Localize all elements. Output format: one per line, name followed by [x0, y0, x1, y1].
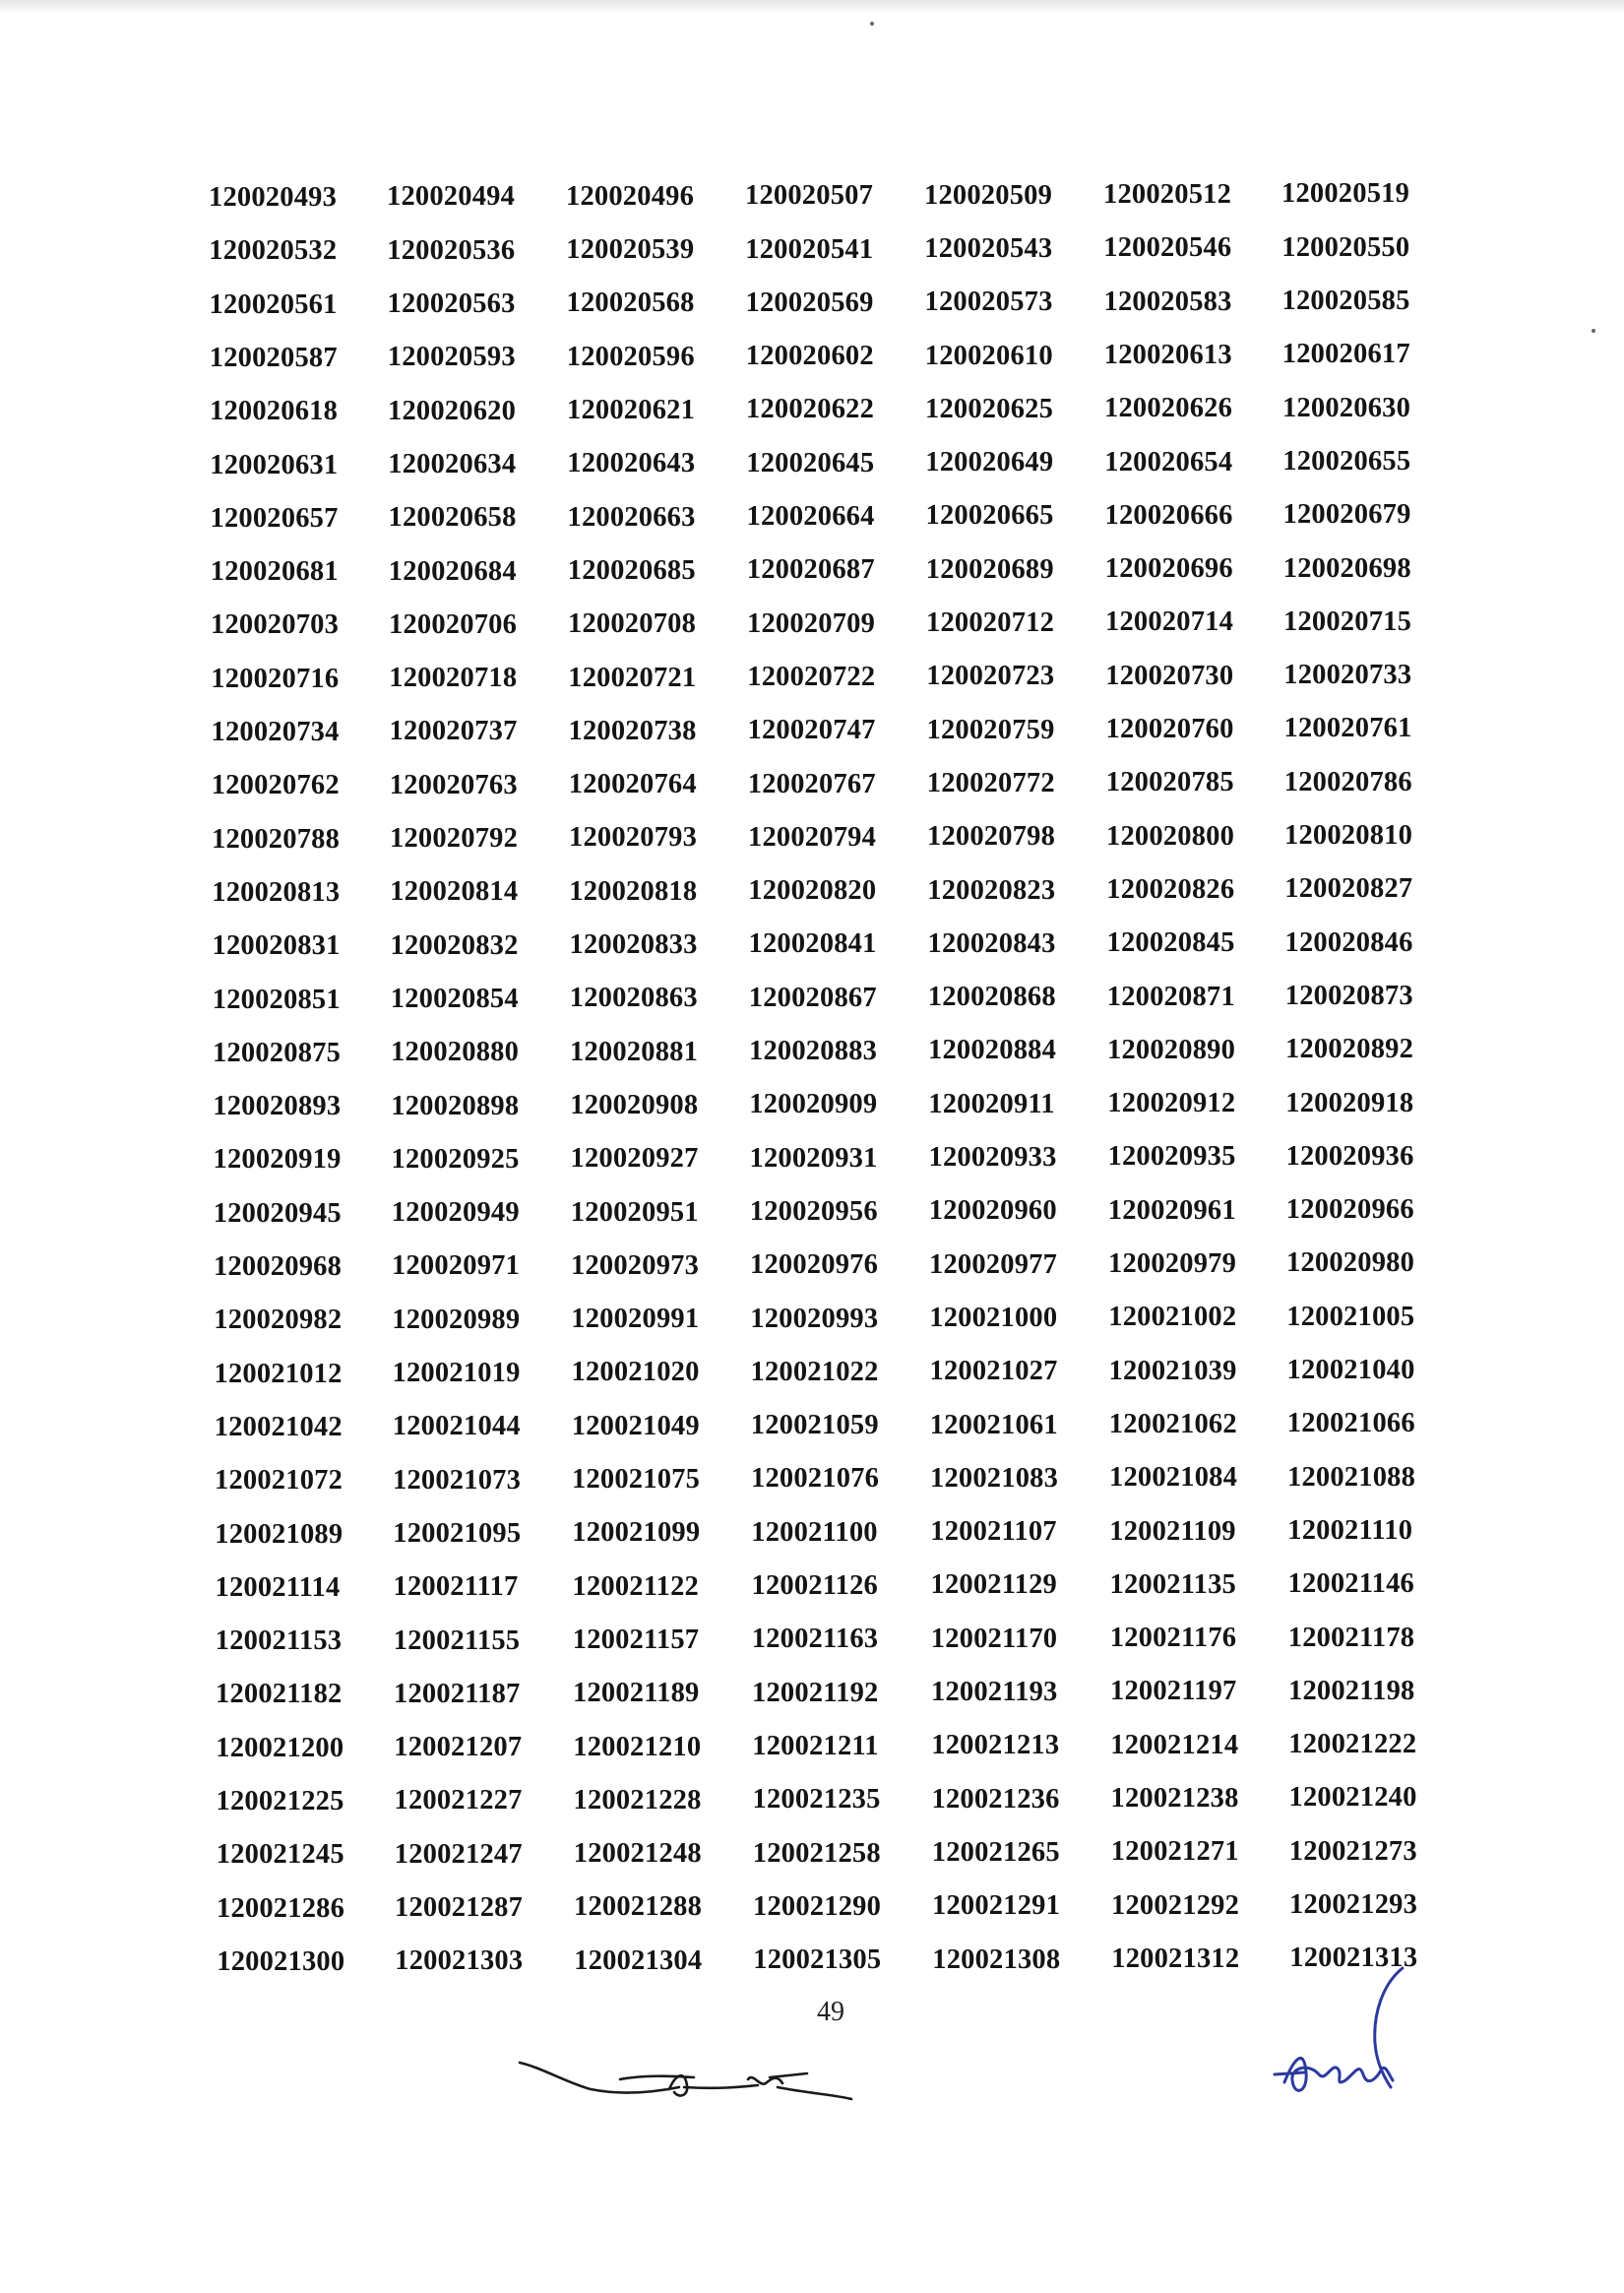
- roll-number-cell: 120020665: [925, 500, 1054, 532]
- roll-number-cell: 120020977: [929, 1248, 1058, 1280]
- roll-number-cell: 120021291: [932, 1890, 1061, 1922]
- roll-number-cell: 120020734: [211, 717, 340, 747]
- roll-number-cell: 120020654: [1104, 446, 1233, 478]
- roll-number-cell: 120021126: [751, 1570, 878, 1601]
- roll-number-cell: 120020512: [1103, 179, 1232, 210]
- roll-number-cell: 120021157: [572, 1624, 700, 1655]
- roll-number-cell: 120020730: [1105, 660, 1234, 691]
- roll-number-cell: 120020685: [567, 554, 696, 586]
- roll-number-cell: 120020655: [1282, 445, 1411, 477]
- roll-number-cell: 120021286: [217, 1892, 345, 1924]
- roll-number-cell: 120021211: [752, 1730, 879, 1761]
- roll-number-cell: 120021163: [751, 1624, 879, 1655]
- roll-number-cell: 120021117: [393, 1571, 519, 1603]
- roll-number-cell: 120020541: [745, 233, 874, 265]
- roll-number-cell: 120021040: [1286, 1355, 1415, 1385]
- roll-number-cell: 120020496: [566, 180, 695, 212]
- roll-number-cell: 120021129: [930, 1569, 1057, 1601]
- roll-number-cell: 120020841: [748, 928, 877, 960]
- right-signature: [1265, 1964, 1422, 2102]
- roll-number-cell: 120021245: [216, 1839, 344, 1871]
- roll-number-cell: 120020587: [209, 342, 338, 373]
- roll-number-cell: 120021271: [1110, 1836, 1239, 1868]
- roll-number-cell: 120020810: [1284, 820, 1413, 851]
- roll-number-cell: 120021228: [573, 1784, 702, 1815]
- roll-number-cell: 120021027: [929, 1356, 1058, 1387]
- roll-number-cell: 120020569: [745, 287, 874, 318]
- roll-number-cell: 120020738: [568, 715, 697, 746]
- roll-number-cell: 120021222: [1288, 1729, 1417, 1760]
- roll-number-cell: 120020681: [210, 556, 339, 588]
- roll-number-cell: 120020610: [924, 340, 1053, 371]
- roll-number-cell: 120021197: [1110, 1676, 1237, 1707]
- roll-number-cell: 120020649: [925, 447, 1054, 478]
- roll-number-cell: 120020657: [210, 502, 339, 534]
- roll-number-cell: 120020883: [749, 1036, 878, 1066]
- roll-number-cell: 120020620: [388, 395, 517, 426]
- roll-number-cell: 120020845: [1106, 927, 1235, 959]
- roll-number-cell: 120020519: [1281, 178, 1410, 210]
- roll-number-cell: 120020960: [928, 1195, 1057, 1227]
- roll-number-cell: 120021308: [932, 1943, 1061, 1975]
- roll-number-cell: 120021193: [931, 1677, 1058, 1707]
- roll-number-cell: 120021100: [751, 1516, 878, 1548]
- roll-number-cell: 120021110: [1287, 1514, 1413, 1546]
- roll-number-cell: 120021293: [1289, 1889, 1418, 1920]
- roll-number-cell: 120020723: [926, 661, 1055, 692]
- roll-number-cell: 120020666: [1104, 499, 1233, 531]
- roll-number-cell: 120021002: [1108, 1302, 1237, 1333]
- roll-number-cell: 120020689: [925, 553, 1054, 585]
- roll-number-cell: 120020980: [1286, 1247, 1415, 1279]
- roll-number-cell: 120020593: [387, 342, 516, 373]
- roll-number-cell: 120021044: [392, 1411, 521, 1442]
- roll-number-cell: 120021198: [1288, 1675, 1415, 1706]
- roll-number-cell: 120020794: [748, 821, 877, 853]
- roll-number-cell: 120020715: [1283, 605, 1412, 637]
- roll-number-cell: 120020927: [570, 1143, 699, 1175]
- roll-number-cell: 120020764: [568, 769, 697, 800]
- roll-number-cell: 120020814: [390, 876, 519, 908]
- roll-number-cell: 120020709: [747, 607, 876, 639]
- roll-number-cell: 120020696: [1104, 553, 1233, 585]
- roll-number-cell: 120021107: [930, 1516, 1057, 1548]
- roll-number-cell: 120021287: [395, 1892, 524, 1923]
- roll-number-cell: 120020931: [749, 1142, 878, 1174]
- roll-number-cell: 120021066: [1286, 1408, 1415, 1439]
- roll-number-cell: 120021020: [571, 1357, 700, 1388]
- roll-number-cell: 120020762: [211, 770, 340, 801]
- roll-number-cell: 120021012: [214, 1358, 343, 1389]
- roll-number-cell: 120020793: [569, 822, 698, 854]
- roll-number-cell: 120020918: [1285, 1087, 1414, 1118]
- roll-number-cell: 120021135: [1109, 1568, 1236, 1600]
- roll-number-cell: 120020634: [388, 448, 517, 479]
- roll-number-cell: 120021122: [572, 1570, 699, 1602]
- roll-number-cell: 120020833: [569, 929, 698, 960]
- roll-number-cell: 120020873: [1284, 980, 1413, 1011]
- roll-number-cell: 120020884: [928, 1035, 1057, 1066]
- roll-number-cell: 120021248: [573, 1838, 702, 1870]
- roll-number-cell: 120021073: [393, 1464, 522, 1496]
- roll-number-cell: 120021187: [394, 1678, 521, 1709]
- roll-number-cell: 120020664: [746, 501, 875, 532]
- roll-number-cell: 120020621: [567, 395, 696, 425]
- roll-number-cell: 120021153: [215, 1625, 343, 1657]
- page-number: 49: [817, 1997, 844, 2027]
- roll-number-cell: 120021236: [931, 1783, 1060, 1815]
- roll-number-cell: 120021109: [1109, 1515, 1236, 1547]
- roll-number-cell: 120020831: [212, 930, 341, 962]
- roll-number-cell: 120020890: [1107, 1034, 1236, 1065]
- roll-number-cell: 120020868: [927, 982, 1056, 1013]
- roll-number-cell: 120020543: [924, 232, 1053, 264]
- roll-number-cell: 120021225: [216, 1786, 344, 1816]
- roll-number-cell: 120020945: [213, 1197, 342, 1229]
- roll-number-cell: 120020761: [1283, 713, 1412, 744]
- roll-number-cell: 120020826: [1106, 873, 1235, 905]
- roll-number-cell: 120021155: [393, 1624, 521, 1656]
- roll-number-cell: 120020747: [747, 715, 876, 746]
- roll-number-cell: 120020721: [568, 662, 697, 693]
- roll-number-cell: 120020871: [1106, 981, 1235, 1012]
- roll-number-cell: 120021146: [1287, 1568, 1414, 1600]
- roll-number-cell: 120021200: [216, 1732, 344, 1763]
- roll-number-cell: 120020722: [747, 661, 876, 692]
- roll-number-cell: 120020698: [1282, 552, 1411, 584]
- roll-number-cell: 120021019: [392, 1358, 521, 1388]
- roll-number-cell: 120020706: [389, 608, 518, 640]
- roll-number-cell: 120020631: [210, 449, 339, 480]
- roll-number-cell: 120021178: [1287, 1622, 1415, 1653]
- roll-number-cell: 120020798: [927, 821, 1056, 853]
- roll-number-cell: 120020622: [746, 394, 875, 425]
- roll-number-cell: 120021000: [929, 1302, 1058, 1333]
- roll-number-cell: 120021273: [1288, 1835, 1417, 1867]
- roll-number-cell: 120020956: [749, 1195, 878, 1227]
- roll-number-cell: 120021288: [574, 1891, 703, 1923]
- roll-number-cell: 120020933: [928, 1142, 1057, 1173]
- roll-number-cell: 120020643: [567, 448, 696, 479]
- roll-number-cell: 120021076: [751, 1463, 880, 1495]
- roll-number-cell: 120020813: [212, 876, 341, 908]
- roll-number-cell: 120020767: [747, 768, 876, 799]
- roll-number-cell: 120020863: [569, 983, 698, 1014]
- roll-number-cell: 120021088: [1287, 1461, 1416, 1493]
- roll-number-cell: 120020759: [926, 714, 1055, 745]
- roll-number-cell: 120020645: [746, 447, 875, 478]
- roll-number-cell: 120020596: [566, 341, 695, 372]
- roll-number-cell: 120020733: [1283, 660, 1412, 691]
- roll-number-cell: 120020949: [391, 1197, 520, 1229]
- roll-number-cell: 120020827: [1284, 873, 1413, 905]
- roll-number-cell: 120020800: [1106, 820, 1235, 852]
- roll-number-cell: 120020846: [1284, 926, 1413, 958]
- roll-number-cell: 120020991: [571, 1304, 700, 1335]
- roll-number-cell: 120020617: [1281, 339, 1410, 370]
- roll-number-cell: 120021227: [394, 1785, 523, 1816]
- roll-number-cell: 120020563: [387, 288, 516, 319]
- left-signature: [512, 2038, 856, 2107]
- roll-number-cell: 120020618: [210, 396, 339, 427]
- roll-number-cell: 120020908: [570, 1089, 699, 1120]
- roll-number-cell: 120020919: [213, 1144, 342, 1176]
- roll-number-cell: 120021039: [1108, 1355, 1237, 1386]
- roll-number-cell: 120021170: [930, 1623, 1058, 1654]
- roll-number-cell: 120021042: [214, 1411, 343, 1442]
- roll-number-cell: 120020989: [392, 1304, 521, 1335]
- roll-number-cell: 120021084: [1109, 1462, 1238, 1494]
- roll-number-cell: 120020880: [391, 1037, 520, 1068]
- roll-number-cell: 120020786: [1283, 766, 1412, 797]
- roll-number-cell: 120020909: [749, 1089, 878, 1120]
- roll-number-cell: 120021313: [1289, 1943, 1418, 1974]
- roll-number-cell: 120020843: [927, 927, 1056, 959]
- roll-number-cell: 120020763: [389, 769, 518, 800]
- roll-number-cell: 120020785: [1105, 767, 1234, 798]
- roll-number-cell: 120020973: [571, 1249, 700, 1281]
- roll-number-cell: 120020536: [387, 234, 516, 266]
- roll-number-cell: 120020737: [389, 716, 518, 747]
- roll-number-cell: 120020979: [1108, 1248, 1237, 1279]
- roll-number-cell: 120020968: [214, 1251, 343, 1282]
- roll-number-cell: 120020772: [926, 767, 1055, 798]
- roll-number-cell: 120020875: [213, 1037, 342, 1068]
- roll-number-cell: 120020494: [387, 181, 516, 213]
- roll-number-cell: 120021240: [1288, 1782, 1417, 1814]
- roll-number-cell: 120021238: [1110, 1783, 1239, 1814]
- roll-number-cell: 120021192: [752, 1677, 879, 1708]
- roll-number-cell: 120020935: [1107, 1141, 1236, 1173]
- roll-number-cell: 120021189: [573, 1678, 700, 1709]
- roll-number-cell: 120020820: [748, 875, 877, 907]
- roll-number-cell: 120021059: [750, 1410, 879, 1441]
- roll-number-cell: 120020712: [926, 607, 1055, 638]
- roll-number-cell: 120021182: [216, 1679, 343, 1710]
- roll-number-cell: 120020602: [745, 341, 874, 372]
- roll-number-cell: 120020583: [1103, 286, 1232, 317]
- roll-number-cell: 120020708: [568, 608, 697, 640]
- roll-number-cell: 120021099: [572, 1517, 701, 1549]
- roll-number-cell: 120021213: [931, 1730, 1060, 1761]
- roll-number-cell: 120021022: [750, 1356, 879, 1387]
- roll-number-cell: 120020716: [211, 663, 340, 694]
- roll-number-cell: 120020626: [1104, 393, 1233, 424]
- roll-number-cell: 120020679: [1282, 499, 1411, 531]
- roll-number-cell: 120020936: [1285, 1140, 1414, 1172]
- roll-number-cell: 120021312: [1111, 1943, 1240, 1974]
- roll-number-cell: 120021061: [929, 1409, 1058, 1440]
- roll-number-cell: 120020550: [1281, 231, 1410, 263]
- roll-number-cell: 120020568: [566, 287, 695, 319]
- roll-number-cell: 120021292: [1111, 1889, 1240, 1921]
- roll-number-cell: 120021049: [571, 1410, 700, 1441]
- roll-number-cell: 120021207: [394, 1732, 523, 1763]
- roll-number-cell: 120021304: [574, 1944, 703, 1976]
- roll-number-cell: 120021114: [215, 1571, 341, 1603]
- roll-number-cell: 120020892: [1285, 1034, 1414, 1065]
- roll-number-cell: 120020818: [569, 875, 698, 907]
- roll-number-cell: 120020684: [388, 555, 517, 587]
- roll-number-cell: 120020976: [750, 1249, 879, 1281]
- roll-number-cell: 120021214: [1110, 1729, 1239, 1760]
- roll-number-cell: 120021235: [752, 1784, 881, 1815]
- roll-number-cell: 120021176: [1109, 1623, 1237, 1654]
- roll-number-cell: 120021247: [394, 1838, 523, 1870]
- roll-number-cell: 120020718: [389, 663, 518, 694]
- roll-number-cell: 120020961: [1107, 1194, 1236, 1226]
- roll-number-cell: 120020658: [388, 502, 517, 534]
- roll-number-cell: 120021062: [1108, 1408, 1237, 1439]
- roll-number-cell: 120021083: [930, 1462, 1059, 1494]
- roll-number-cell: 120020867: [748, 982, 877, 1013]
- roll-number-cell: 120020854: [390, 983, 519, 1014]
- roll-number-cell: 120020823: [927, 874, 1056, 906]
- roll-number-cell: 120020625: [925, 393, 1054, 424]
- roll-number-cell: 120021300: [217, 1945, 345, 1977]
- roll-number-cell: 120020966: [1285, 1194, 1414, 1226]
- roll-number-cell: 120020532: [209, 235, 338, 267]
- roll-number-cell: 120021265: [931, 1836, 1060, 1868]
- roll-number-cell: 120021005: [1286, 1301, 1415, 1332]
- roll-number-cell: 120020832: [390, 929, 519, 961]
- roll-number-cell: 120021290: [753, 1890, 882, 1922]
- roll-number-cell: 120020613: [1103, 339, 1232, 370]
- roll-number-cell: 120020663: [567, 501, 696, 533]
- roll-number-cell: 120021095: [393, 1517, 522, 1549]
- roll-number-cell: 120020760: [1105, 714, 1234, 744]
- roll-number-cell: 120020893: [213, 1091, 342, 1122]
- roll-number-cell: 120020982: [214, 1305, 343, 1336]
- roll-number-cell: 120020507: [745, 180, 874, 212]
- roll-number-cell: 120021305: [753, 1944, 882, 1976]
- roll-number-cell: 120020630: [1282, 392, 1411, 423]
- roll-number-cell: 120020881: [570, 1036, 699, 1067]
- roll-number-cell: 120021075: [572, 1464, 701, 1495]
- roll-number-cell: 120021089: [215, 1518, 344, 1550]
- roll-number-cell: 120020925: [391, 1143, 520, 1175]
- roll-number-cell: 120020539: [566, 234, 695, 266]
- roll-number-cell: 120020912: [1107, 1088, 1236, 1119]
- roll-number-cell: 120020993: [750, 1303, 879, 1334]
- roll-number-cell: 120020788: [212, 823, 341, 855]
- roll-number-cell: 120020493: [209, 182, 338, 213]
- roll-number-cell: 120021072: [215, 1465, 344, 1497]
- roll-number-cell: 120020509: [924, 179, 1053, 211]
- roll-number-cell: 120020714: [1105, 606, 1234, 638]
- roll-number-cell: 120021303: [395, 1945, 524, 1977]
- roll-number-cell: 120020911: [928, 1088, 1055, 1119]
- roll-number-cell: 120020898: [391, 1090, 520, 1121]
- roll-number-cell: 120021258: [752, 1837, 881, 1869]
- roll-number-cell: 120020687: [746, 554, 875, 586]
- roll-number-cell: 120020546: [1103, 232, 1232, 264]
- roll-number-cell: 120021210: [573, 1731, 702, 1762]
- roll-number-cell: 120020792: [390, 823, 519, 854]
- roll-number-cell: 120020851: [212, 984, 341, 1015]
- roll-number-cell: 120020585: [1281, 286, 1410, 316]
- roll-number-cell: 120020971: [392, 1250, 521, 1282]
- roll-number-cell: 120020573: [924, 287, 1053, 318]
- roll-number-cell: 120020703: [211, 609, 340, 641]
- roll-number-cell: 120020951: [570, 1196, 699, 1228]
- roll-number-cell: 120020561: [209, 288, 338, 320]
